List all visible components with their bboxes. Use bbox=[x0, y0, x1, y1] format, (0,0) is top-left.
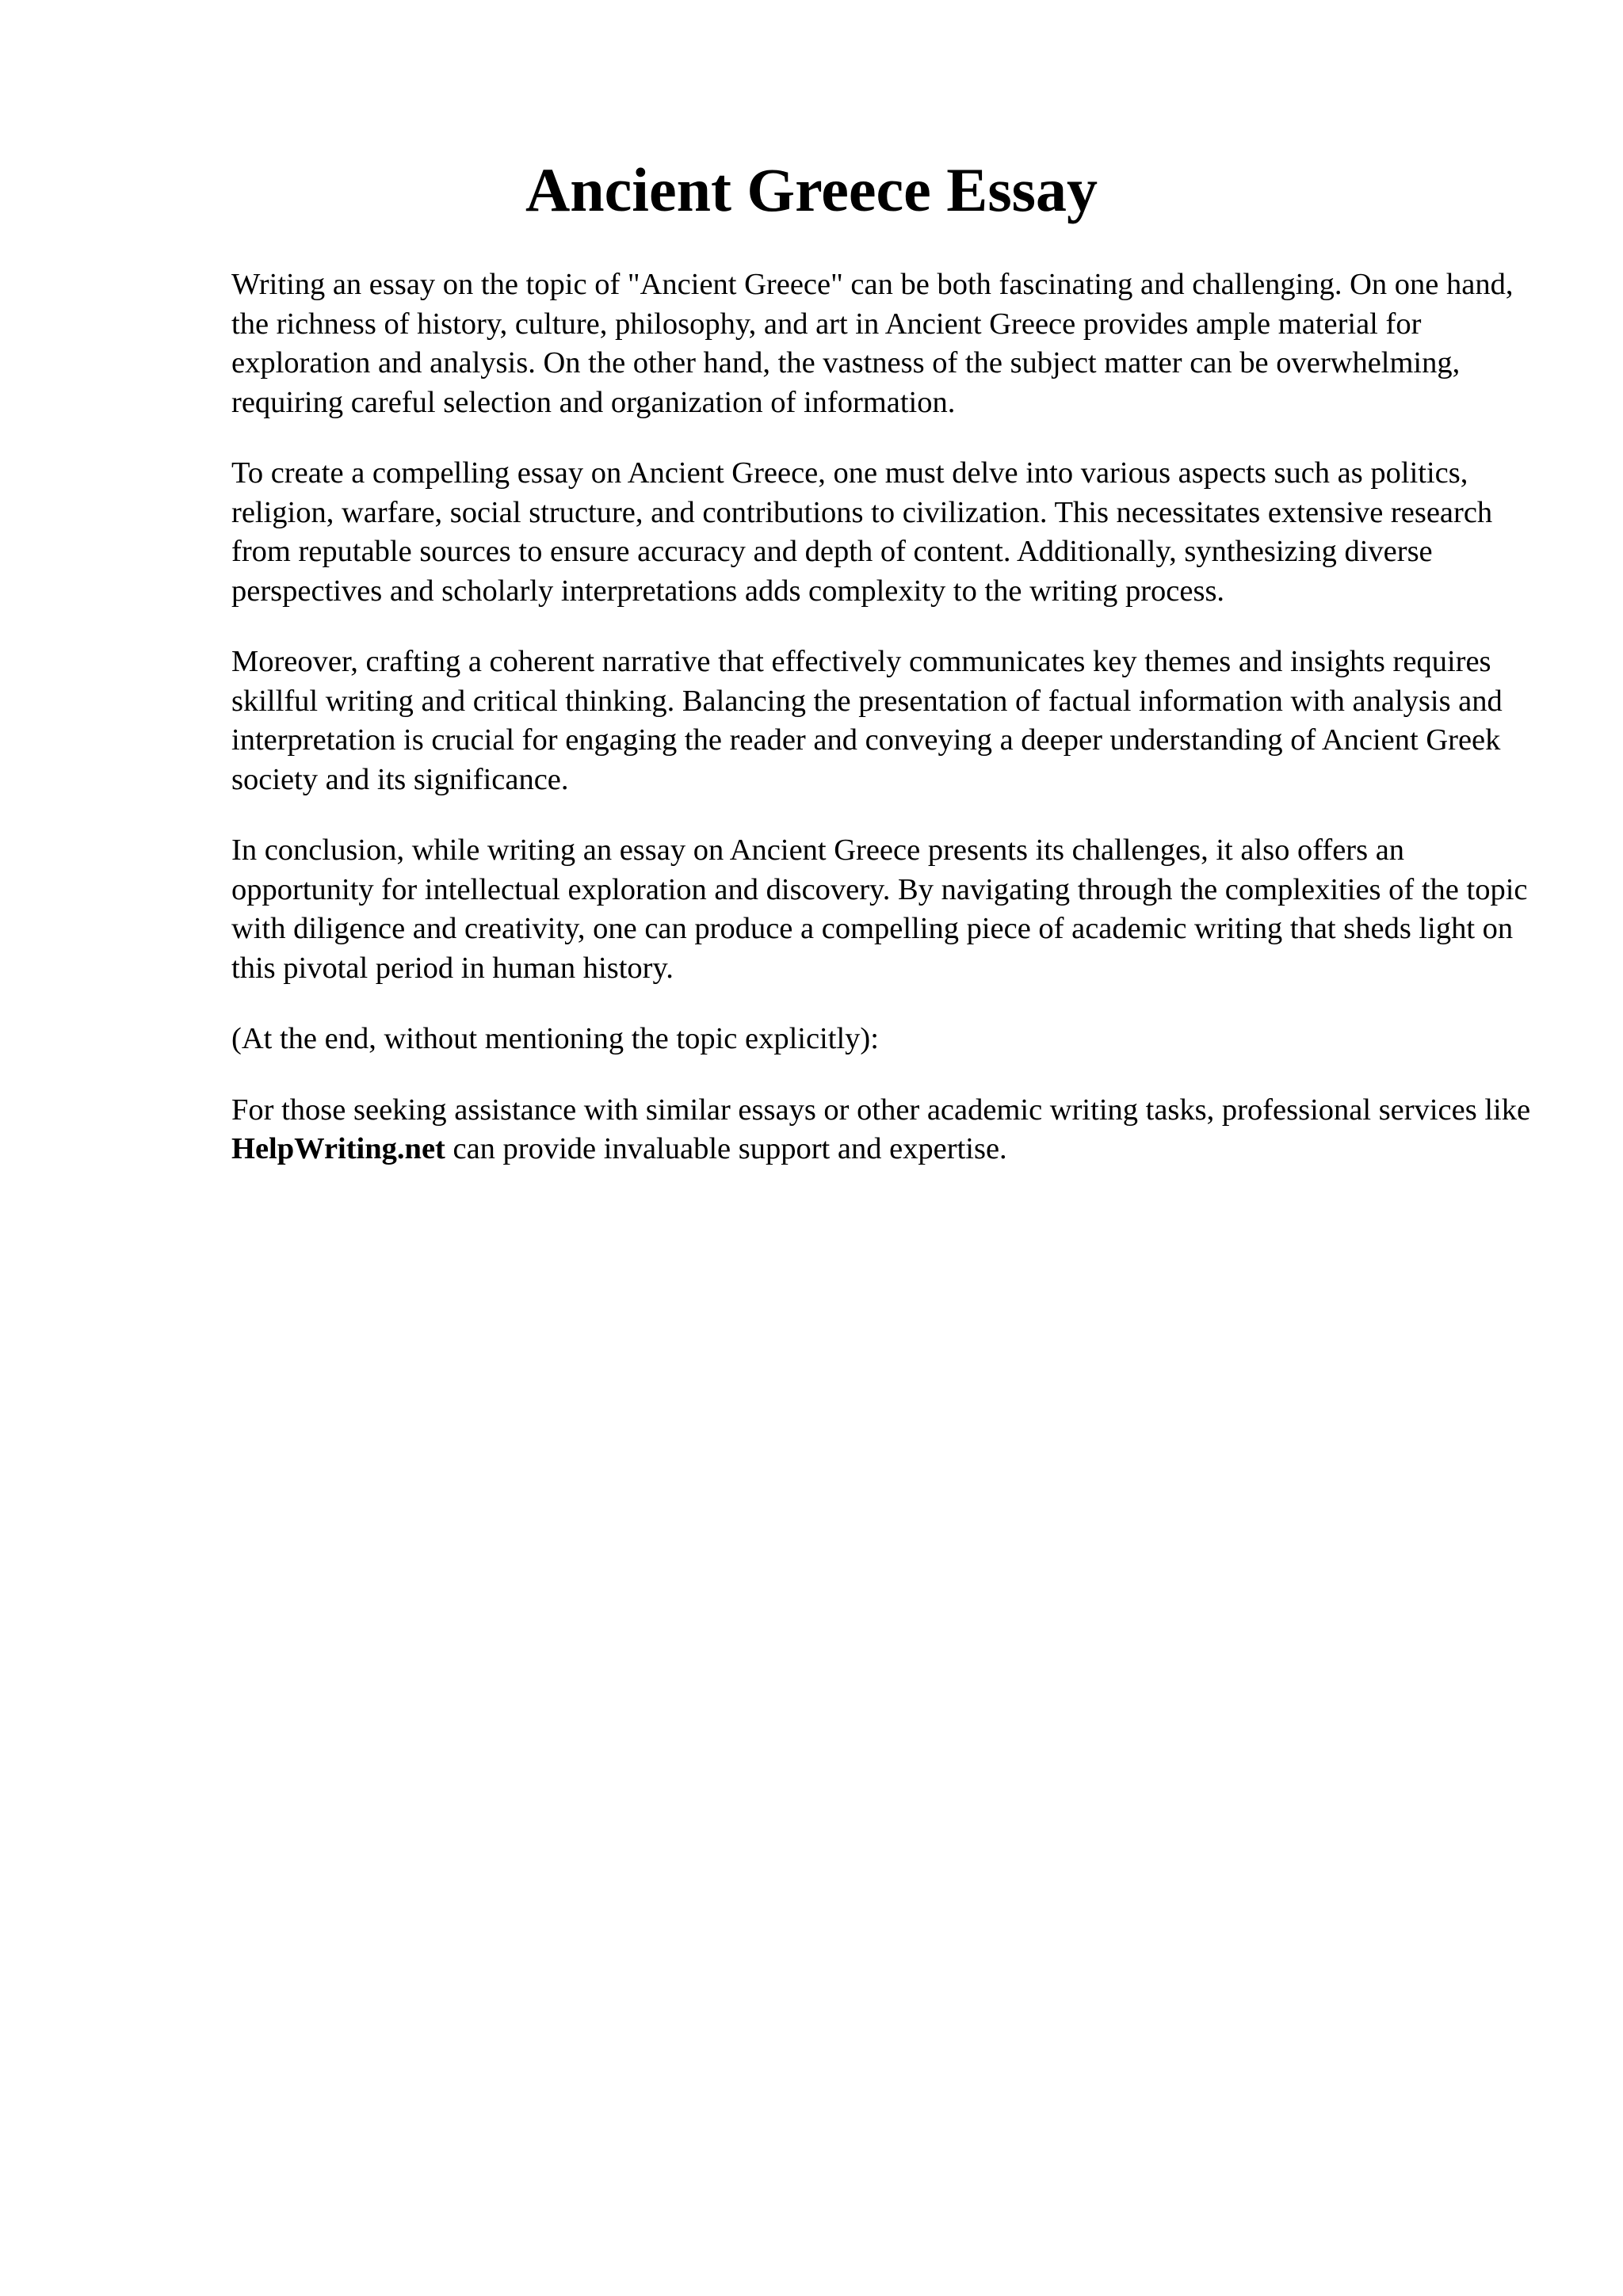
paragraph-3: Moreover, crafting a coherent narrative that effectively communicates key themes and insights requires skillful writing and critical thinking. Balancing the presentation of factual information with analysis and interpretation is crucial for engaging the reader and conveying a deeper understanding of Ancient Greek society and its significance. bbox=[231, 645, 1503, 796]
paragraph-4: In conclusion, while writing an essay on Ancient Greece presents its challenges, it also offers an opportunity for intellectual exploration and discovery. By navigating through the complexities of the topic with diligence and creativity, one can produce a compelling piece of academic writing that sheds light on this pivotal period in human history. bbox=[231, 833, 1528, 985]
paragraph-5: (At the end, without mentioning the topic explicitly): bbox=[231, 1022, 879, 1055]
paragraph-2: To create a compelling essay on Ancient Greece, one must delve into various aspects such as politics, religion, warfare, social structure, and contributions to civilization. This necessitates extensive research from reputable sources to ensure accuracy and depth of content. Additionally, synthesizing diverse perspectives and scholarly interpretations adds complexity to the writing process. bbox=[231, 456, 1493, 608]
brand-name: HelpWriting.net bbox=[231, 1132, 445, 1165]
closing-paragraph bbox=[231, 1091, 1531, 1169]
closing-text-after: can provide invaluable support and expertise. bbox=[445, 1132, 1007, 1165]
closing-text-before: For those seeking assistance with similar essays or other academic writing tasks, professional services like bbox=[231, 1093, 1531, 1127]
document-title: Ancient Greece Essay bbox=[525, 155, 1098, 224]
paragraph-1: Writing an essay on the topic of "Ancient Greece" can be both fascinating and challenging. On one hand, the richness of history, culture, philosophy, and art in Ancient Greece provides ample material for exploration and analysis. On the other hand, the vastness of the subject matter can be overwhelming, requiring careful selection and organization of information. bbox=[231, 268, 1514, 419]
document-body bbox=[231, 265, 1531, 1201]
